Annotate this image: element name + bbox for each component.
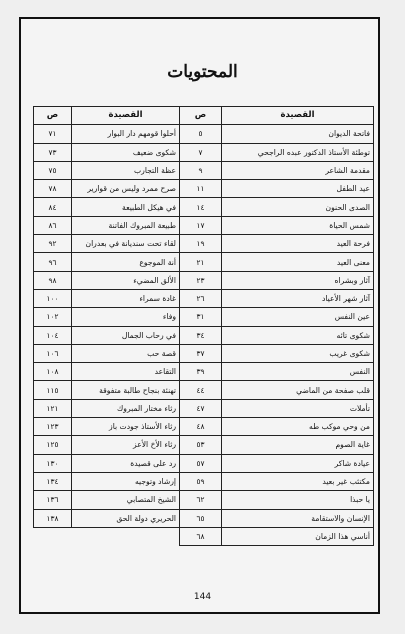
poem-title: الألق المضيء	[72, 271, 180, 289]
poem-title: الإنسان والاستقامة	[222, 509, 374, 527]
table-header-row	[180, 107, 374, 125]
page-ref: ١٧	[180, 216, 222, 234]
page-ref: ٤٤	[180, 381, 222, 399]
page-ref: ١٣٤	[34, 472, 72, 490]
poem-title: أنة الموجوع	[72, 253, 180, 271]
poem-title: إرشاد وتوجيه	[72, 472, 180, 490]
table-row	[180, 527, 374, 545]
poem-title: الصدى الحنون	[222, 198, 374, 216]
page-ref: ٢٣	[180, 271, 222, 289]
table-row	[180, 436, 374, 454]
poem-title: طبيعة المبروك الفاتنة	[72, 216, 180, 234]
page-number: 144	[193, 592, 212, 602]
page-ref: ١٢١	[34, 399, 72, 417]
page-ref: ٧	[180, 143, 222, 161]
poem-title: لقاء تحت سنديانة في بعدران	[72, 235, 180, 253]
page-ref: ١٠٤	[34, 326, 72, 344]
poem-title: عيد الطفل	[222, 180, 374, 198]
table-row	[34, 143, 180, 161]
poem-title: شكوى تائه	[222, 326, 374, 344]
table-row	[180, 289, 374, 307]
poem-title: أناسي هذا الزمان	[222, 527, 374, 545]
table-row	[34, 399, 180, 417]
page-ref: ٥٣	[180, 436, 222, 454]
table-row	[180, 509, 374, 527]
poem-title: قصة حب	[72, 344, 180, 362]
page-ref: ٨٤	[34, 198, 72, 216]
page-ref: ٩٨	[34, 271, 72, 289]
poem-title: أحلوا قومهم دار البوار	[72, 125, 180, 143]
table-row	[34, 308, 180, 326]
header-page: ص	[180, 107, 222, 125]
page-ref: ١٢٣	[34, 418, 72, 436]
page-ref: ١٠٠	[34, 289, 72, 307]
table-row	[180, 143, 374, 161]
table-row	[34, 454, 180, 472]
page-ref: ٦٨	[180, 527, 222, 545]
table-row	[180, 363, 374, 381]
poem-title: التقاعد	[72, 363, 180, 381]
table-row	[180, 344, 374, 362]
table-row	[180, 454, 374, 472]
poem-title: عظة التجارب	[72, 161, 180, 179]
table-row	[34, 198, 180, 216]
poem-title: فرحة العيد	[222, 235, 374, 253]
page-ref: ٥٩	[180, 472, 222, 490]
table-row	[34, 271, 180, 289]
table-row	[34, 472, 180, 490]
page-ref: ٩٦	[34, 253, 72, 271]
page-ref: ٥	[180, 125, 222, 143]
table-row	[34, 436, 180, 454]
contents-table-right	[179, 106, 374, 546]
page-ref: ١٠٨	[34, 363, 72, 381]
page-ref: ٣٩	[180, 363, 222, 381]
poem-title: فاتحة الديوان	[222, 125, 374, 143]
poem-title: عيادة شاكر	[222, 454, 374, 472]
poem-title: آثار شهر الأعياد	[222, 289, 374, 307]
page-ref: ٣٧	[180, 344, 222, 362]
poem-title: رثاء مختار المبروك	[72, 399, 180, 417]
page-ref: ١٣٨	[34, 509, 72, 527]
table-row	[180, 399, 374, 417]
table-row	[34, 363, 180, 381]
table-row	[180, 381, 374, 399]
poem-title: يا حبذا	[222, 491, 374, 509]
table-row	[34, 381, 180, 399]
table-row	[180, 235, 374, 253]
page-ref: ٩٢	[34, 235, 72, 253]
page-ref: ١٤	[180, 198, 222, 216]
poem-title: مقدمة الشاعر	[222, 161, 374, 179]
table-row	[180, 180, 374, 198]
table-row	[34, 418, 180, 436]
header-poem: القصيدة	[222, 107, 374, 125]
table-row	[180, 161, 374, 179]
page-ref: ١٠٦	[34, 344, 72, 362]
poem-title: رد على قصيدة	[72, 454, 180, 472]
page-ref: ٥٧	[180, 454, 222, 472]
poem-title: في رحاب الجمال	[72, 326, 180, 344]
poem-title: تأملات	[222, 399, 374, 417]
table-row	[180, 308, 374, 326]
page-ref: ٤٨	[180, 418, 222, 436]
page-ref: ١٠٢	[34, 308, 72, 326]
page-ref: ٤٧	[180, 399, 222, 417]
page-ref: ٣١	[180, 308, 222, 326]
page-ref: ١١	[180, 180, 222, 198]
page-ref: ٩	[180, 161, 222, 179]
table-row	[34, 180, 180, 198]
table-row	[180, 472, 374, 490]
poem-title: صرح ممرد وليس من قوارير	[72, 180, 180, 198]
poem-title: شكوى ضعيف	[72, 143, 180, 161]
poem-title: توطئة الأستاذ الدكتور عبده الراجحي	[222, 143, 374, 161]
poem-title: مكتئب غير بعيد	[222, 472, 374, 490]
table-row	[180, 326, 374, 344]
page-ref: ٣٤	[180, 326, 222, 344]
poem-title: من وحي موكب طه	[222, 418, 374, 436]
poem-title: وفاء	[72, 308, 180, 326]
page-ref: ١٣٠	[34, 454, 72, 472]
table-row	[34, 491, 180, 509]
table-row	[180, 418, 374, 436]
poem-title: النفس	[222, 363, 374, 381]
table-row	[180, 253, 374, 271]
poem-title: رثاء الأخ الأعز	[72, 436, 180, 454]
poem-title: الحريري دولة الحق	[72, 509, 180, 527]
page-ref: ١٢٥	[34, 436, 72, 454]
contents-table-left	[33, 106, 180, 528]
poem-title: آثار وبشراه	[222, 271, 374, 289]
poem-title: عين النفس	[222, 308, 374, 326]
page-ref: ٨٦	[34, 216, 72, 234]
page-ref: ٧٥	[34, 161, 72, 179]
table-row	[180, 216, 374, 234]
page-ref: ٢١	[180, 253, 222, 271]
poem-title: في هيكل الطبيعة	[72, 198, 180, 216]
table-row	[34, 216, 180, 234]
page-ref: ٦٢	[180, 491, 222, 509]
page-ref: ٢٦	[180, 289, 222, 307]
page-ref: ٦٥	[180, 509, 222, 527]
poem-title: رثاء الأستاذ جودت باز	[72, 418, 180, 436]
header-page: ص	[34, 107, 72, 125]
table-row	[34, 509, 180, 527]
poem-title: غادة سمراء	[72, 289, 180, 307]
table-row	[34, 161, 180, 179]
poem-title: قلب صفحة من الماضي	[222, 381, 374, 399]
poem-title: غاية الصوم	[222, 436, 374, 454]
page-ref: ١٩	[180, 235, 222, 253]
poem-title: الشيخ المتصابي	[72, 491, 180, 509]
table-row	[34, 289, 180, 307]
table-header-row	[34, 107, 180, 125]
table-row	[34, 253, 180, 271]
page-title: المحتويات	[167, 62, 238, 82]
table-row	[34, 235, 180, 253]
poem-title: معنى العيد	[222, 253, 374, 271]
page-ref: ١٣٦	[34, 491, 72, 509]
page-ref: ٧٣	[34, 143, 72, 161]
poem-title: شمس الحياة	[222, 216, 374, 234]
table-row	[180, 271, 374, 289]
page-ref: ١١٥	[34, 381, 72, 399]
page-ref: ٧٨	[34, 180, 72, 198]
table-row	[180, 198, 374, 216]
table-row	[34, 344, 180, 362]
poem-title: شكوى غريب	[222, 344, 374, 362]
table-row	[34, 125, 180, 143]
table-row	[180, 491, 374, 509]
table-row	[34, 326, 180, 344]
table-row	[180, 125, 374, 143]
poem-title: تهنئة بنجاح طالبة متفوقة	[72, 381, 180, 399]
page-ref: ٧١	[34, 125, 72, 143]
header-poem: القصيدة	[72, 107, 180, 125]
